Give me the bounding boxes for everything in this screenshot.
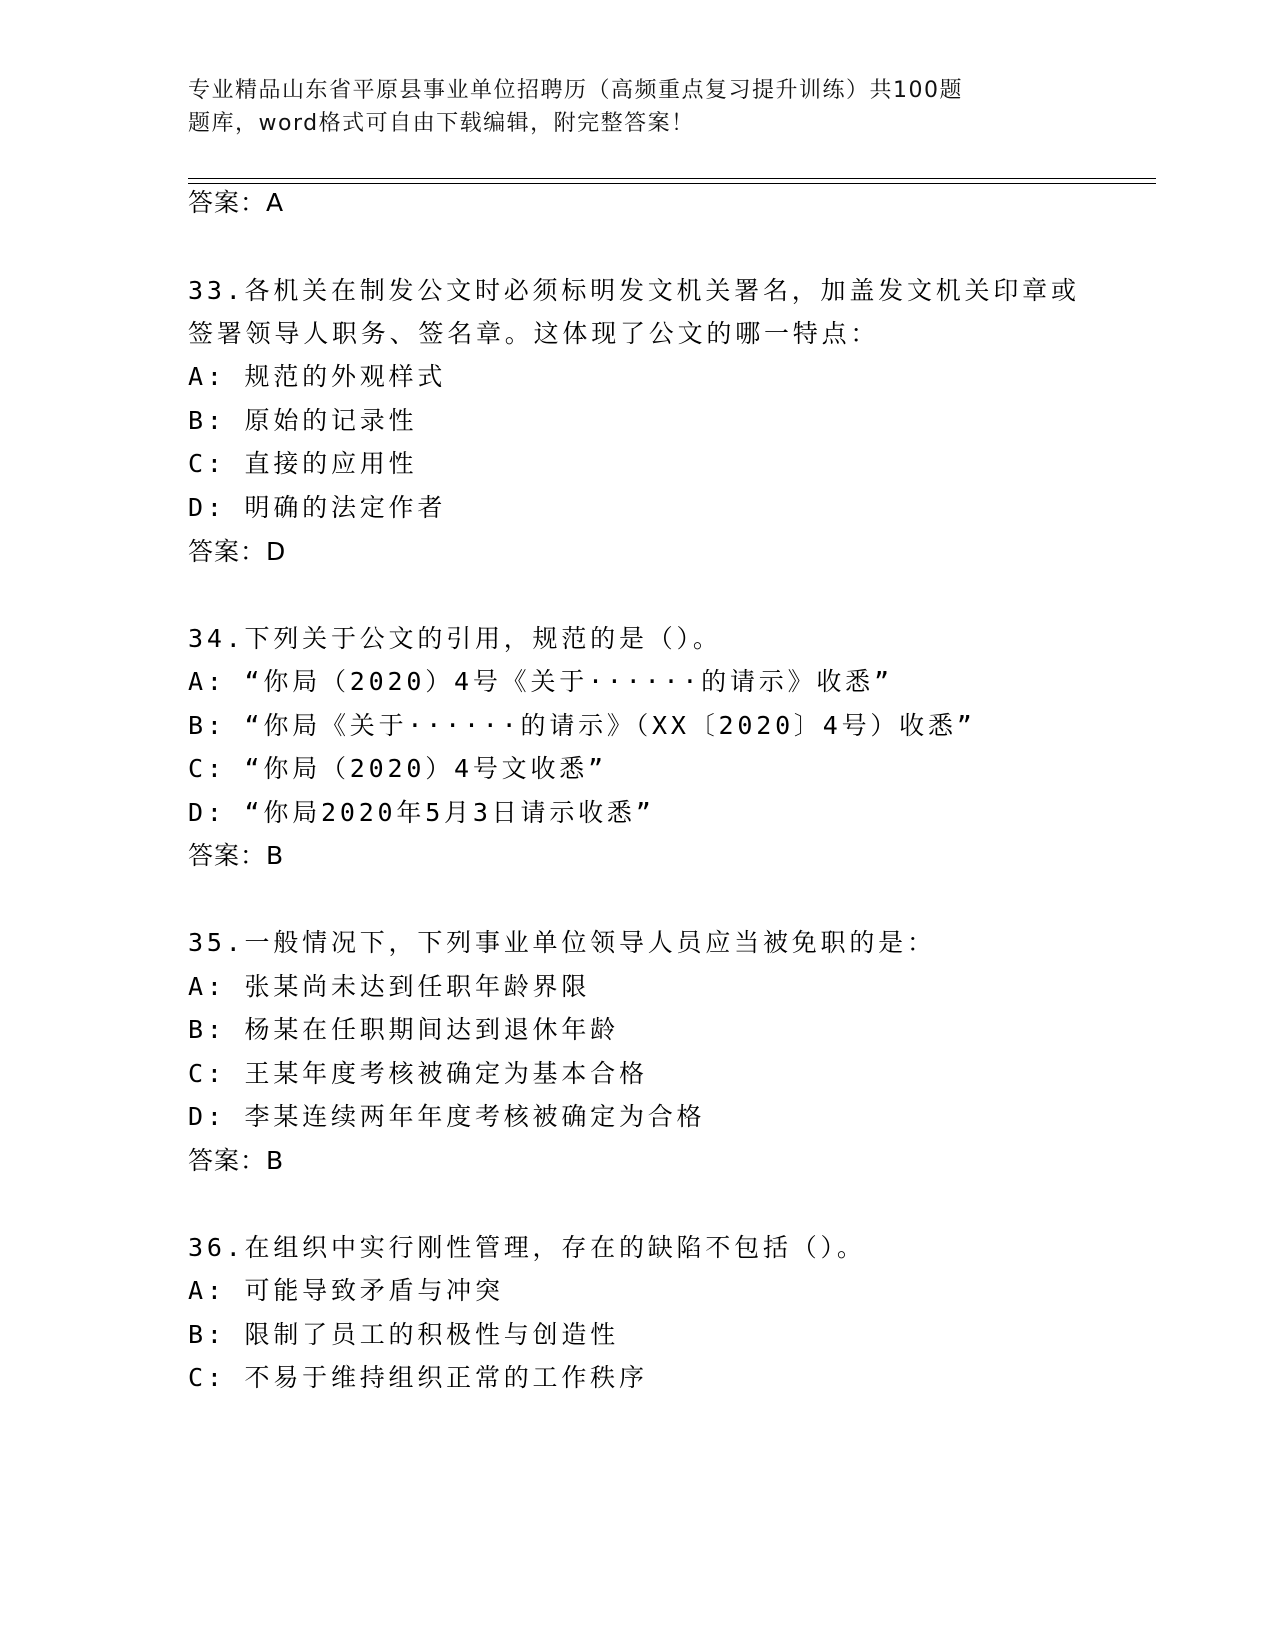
header-divider-bottom (188, 183, 1156, 184)
question-33-stem-line-1: 33.各机关在制发公文时必须标明发文机关署名，加盖发文机关印章或 (188, 276, 1080, 305)
question-34-option-a: A: “你局（2020）4号《关于······的请示》收悉” (188, 667, 893, 696)
question-33-option-a: A: 规范的外观样式 (188, 362, 447, 391)
previous-answer: 答案：A (188, 188, 285, 217)
question-35-answer: 答案：B (188, 1146, 285, 1175)
header-divider-top (188, 178, 1156, 179)
question-34-option-c: C: “你局（2020）4号文收悉” (188, 754, 607, 783)
question-33-answer: 答案：D (188, 537, 287, 566)
question-35-option-d: D: 李某连续两年年度考核被确定为合格 (188, 1102, 706, 1131)
question-34-option-b: B: “你局《关于······的请示》（XX〔2020〕4号）收悉” (188, 711, 976, 740)
question-33-option-c: C: 直接的应用性 (188, 449, 418, 478)
question-36-option-a: A: 可能导致矛盾与冲突 (188, 1276, 504, 1305)
question-35-option-c: C: 王某年度考核被确定为基本合格 (188, 1059, 648, 1088)
question-33-option-d: D: 明确的法定作者 (188, 493, 447, 522)
question-34-stem-line-1: 34.下列关于公文的引用，规范的是（）。 (188, 624, 722, 653)
question-35-option-b: B: 杨某在任职期间达到退休年龄 (188, 1015, 619, 1044)
question-36-stem-line-1: 36.在组织中实行刚性管理，存在的缺陷不包括（）。 (188, 1233, 866, 1262)
question-34-answer: 答案：B (188, 841, 285, 870)
question-33-option-b: B: 原始的记录性 (188, 406, 418, 435)
question-36-option-c: C: 不易于维持组织正常的工作秩序 (188, 1363, 648, 1392)
header-line-2: 题库，word格式可自由下载编辑，附完整答案！ (188, 111, 695, 136)
document-header (188, 74, 1068, 140)
question-35-stem-line-1: 35.一般情况下，下列事业单位领导人员应当被免职的是： (188, 928, 936, 957)
header-line-1: 专业精品山东省平原县事业单位招聘历（高频重点复习提升训练）共100题 (188, 78, 963, 103)
question-35-option-a: A: 张某尚未达到任职年龄界限 (188, 972, 591, 1001)
question-34-option-d: D: “你局2020年5月3日请示收悉” (188, 798, 655, 827)
question-33-stem-line-2: 签署领导人职务、签名章。这体现了公文的哪一特点： (188, 319, 880, 348)
question-36-option-b: B: 限制了员工的积极性与创造性 (188, 1320, 619, 1349)
